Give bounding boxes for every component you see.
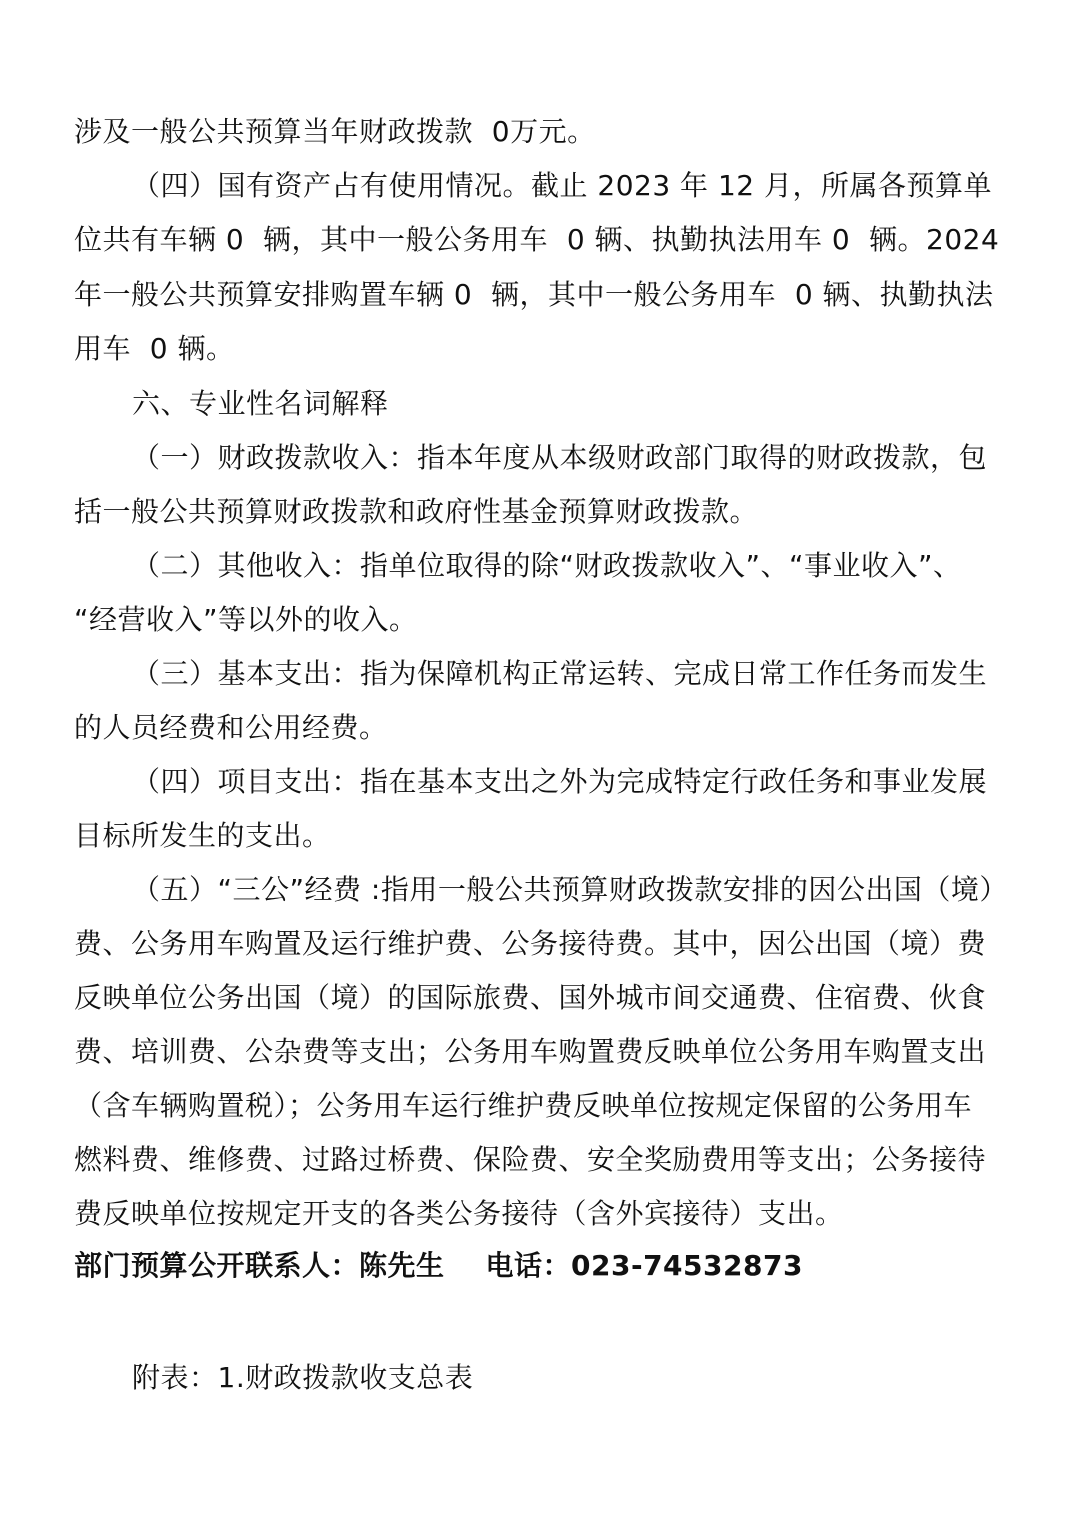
text-line: （四）国有资产占有使用情况。截止 2023 年 12 月，所属各预算单 [132,169,992,202]
text-line: 费、培训费、公杂费等支出；公务用车购置费反映单位公务用车购置支出 [74,1035,987,1068]
contact-line: 部门预算公开联系人：陈先生 电话：023-74532873 [74,1249,803,1282]
text-line: （五）“三公”经费 :指用一般公共预算财政拨款安排的因公出国（境） [132,873,1008,906]
text-line: 的人员经费和公用经费。 [74,711,388,744]
text-line: （一）财政拨款收入：指本年度从本级财政部门取得的财政拨款，包 [132,441,988,474]
text-line: （二）其他收入：指单位取得的除“财政拨款收入”、“事业收入”、 [132,549,962,582]
text-line: 涉及一般公共预算当年财政拨款 0万元。 [74,115,596,148]
text-line: （三）基本支出：指为保障机构正常运转、完成日常工作任务而发生 [132,657,988,690]
text-line: 位共有车辆 0 辆，其中一般公务用车 0 辆、执勤执法用车 0 辆。2024 [74,223,1000,256]
text-line: “经营收入”等以外的收入。 [74,603,418,636]
text-line: 费、公务用车购置及运行维护费、公务接待费。其中，因公出国（境）费 [74,927,987,960]
attachment-line: 附表：1.财政拨款收支总表 [132,1361,474,1394]
text-line: 年一般公共预算安排购置车辆 0 辆，其中一般公务用车 0 辆、执勤执法 [74,278,994,311]
section-heading: 六、专业性名词解释 [132,387,389,420]
text-line: （含车辆购置税）；公务用车运行维护费反映单位按规定保留的公务用车 [74,1089,973,1122]
text-line: 目标所发生的支出。 [74,819,331,852]
text-line: （四）项目支出：指在基本支出之外为完成特定行政任务和事业发展 [132,765,988,798]
text-line: 费反映单位按规定开支的各类公务接待（含外宾接待）支出。 [74,1197,844,1230]
text-line: 燃料费、维修费、过路过桥费、保险费、安全奖励费用等支出；公务接待 [74,1143,987,1176]
text-line: 用车 0 辆。 [74,332,235,365]
text-line: 括一般公共预算财政拨款和政府性基金预算财政拨款。 [74,495,759,528]
text-line: 反映单位公务出国（境）的国际旅费、国外城市间交通费、住宿费、伙食 [74,981,987,1014]
